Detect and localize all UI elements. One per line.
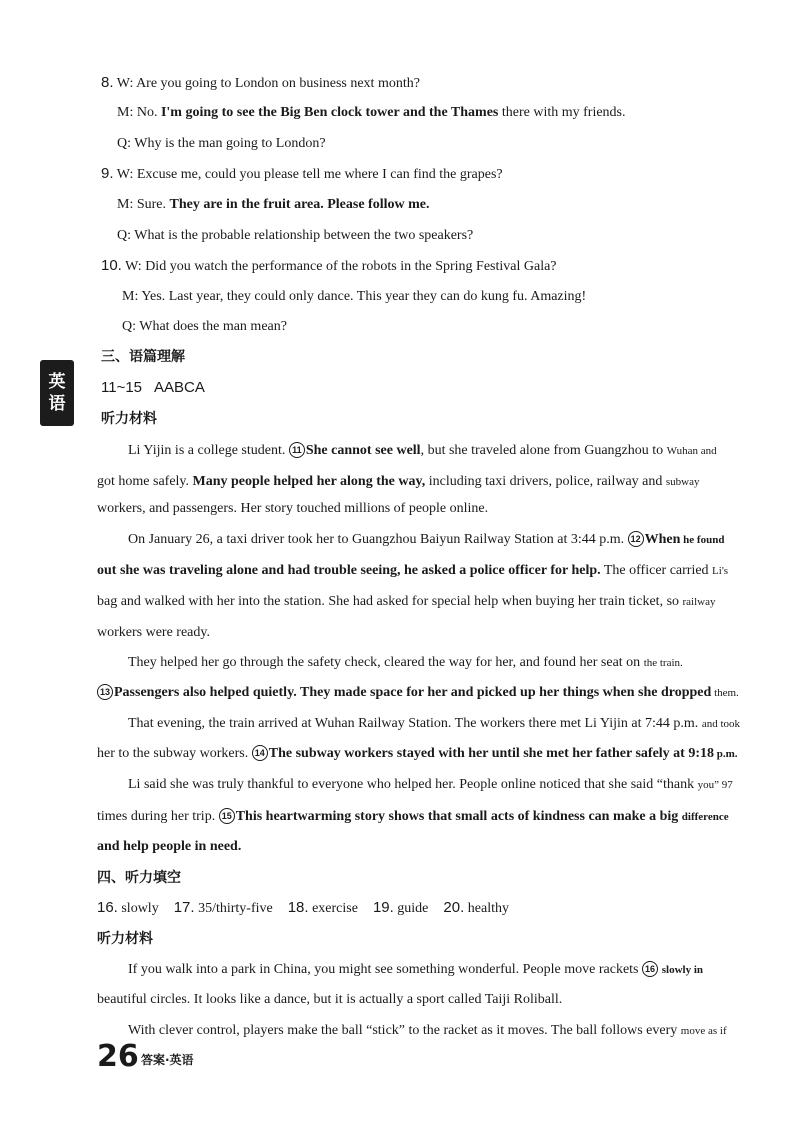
- bold-text: This heartwarming story shows that small acts of kindness can make a big: [235, 809, 682, 824]
- answer-16: slowly: [117, 901, 159, 916]
- s3-p5-line2: [97, 808, 729, 826]
- marker-12: 12: [628, 531, 644, 547]
- answer-16-number: 16.: [97, 899, 118, 916]
- s3-p5-line3: [97, 838, 241, 856]
- cramped-text: you” 97: [697, 779, 733, 791]
- answer-19: guide: [393, 901, 429, 916]
- q8-man-line: [117, 104, 626, 122]
- section3-heading: 三、语篇理解: [101, 349, 185, 365]
- text: got home safely.: [97, 474, 193, 489]
- q8-question: Q: Why is the man going to London?: [117, 136, 326, 151]
- text: On January 26, a taxi driver took her to Guangzhou Baiyun Railway Station at 3:44 p.m.: [128, 532, 628, 547]
- s4-p2-line1: [128, 1022, 727, 1040]
- section4-answers: [97, 899, 509, 918]
- text: Li Yijin is a college student.: [128, 443, 289, 458]
- s3-p1-line1: [128, 442, 717, 460]
- q9-man-line: [117, 196, 429, 214]
- subject-tab-char-2: 语: [48, 394, 66, 414]
- answer-18-number: 18.: [287, 899, 309, 916]
- section3-answers: [101, 379, 205, 397]
- text: , but she traveled alone from Guangzhou to: [420, 443, 667, 458]
- bold-text: The subway workers stayed with her until she met her father safely at 9:18: [268, 746, 715, 761]
- answer-19-number: 19.: [372, 899, 394, 916]
- section4-material-label: 听力材料: [97, 931, 153, 947]
- s3-p2-line1: [128, 531, 724, 549]
- q9-woman-line: [101, 165, 503, 184]
- q9-m-bold: They are in the fruit area. Please follow me.: [169, 197, 430, 212]
- answer-17-number: 17.: [173, 899, 195, 916]
- s4-p1-line1: [128, 961, 703, 979]
- text: times during her trip.: [97, 809, 219, 824]
- text: That evening, the train arrived at Wuhan Railway Station. The workers there met Li Yijin at 7:44 p.m.: [128, 716, 702, 731]
- answers-range: 11~15: [101, 379, 143, 396]
- text: including taxi drivers, police, railway and: [425, 474, 666, 489]
- s3-p2-line3: [97, 593, 716, 611]
- q8-m-suffix: there with my friends.: [498, 105, 626, 120]
- text: her to the subway workers.: [97, 746, 252, 761]
- q9-m-prefix: M: Sure.: [117, 197, 170, 212]
- text: The officer carried: [600, 563, 713, 578]
- s3-p1-line2: [97, 473, 699, 491]
- text: They helped her go through the safety check, cleared the way for her, and found her seat on: [128, 655, 644, 670]
- cramped-text: subway: [665, 476, 700, 488]
- q8-m-bold: I'm going to see the Big Ben clock tower and the Thames: [160, 105, 499, 120]
- cramped-text: difference: [681, 811, 729, 823]
- q8-w-text: W: Are you going to London on business next month?: [113, 76, 420, 91]
- text: If you walk into a park in China, you might see something wonderful. People move rackets: [128, 962, 643, 977]
- cramped-text: railway: [682, 596, 716, 608]
- bold-text: She cannot see well: [305, 443, 421, 458]
- cramped-text: Wuhan and: [666, 445, 717, 457]
- section3-material-label: 听力材料: [101, 411, 157, 427]
- s3-p3-line1: [128, 654, 683, 672]
- cramped-text: p.m.: [714, 748, 738, 760]
- text: With clever control, players make the ball “stick” to the racket as it moves. The ball follows every: [128, 1023, 681, 1038]
- answer-17: 35/thirty-five: [194, 901, 273, 916]
- s3-p5-line1: [128, 776, 733, 794]
- s4-p1-line2: beautiful circles. It looks like a dance, but it is actually a sport called Taiji Roliball.: [97, 992, 563, 1007]
- cramped-text: he found: [680, 534, 725, 546]
- bold-text: When: [644, 532, 681, 547]
- marker-13: 13: [97, 684, 113, 700]
- q10-question: Q: What does the man mean?: [122, 319, 287, 334]
- q8-m-prefix: M: No.: [117, 105, 161, 120]
- subject-tab-english: [40, 360, 74, 426]
- q9-question: Q: What is the probable relationship between the two speakers?: [117, 228, 474, 243]
- answer-20-number: 20.: [443, 899, 465, 916]
- q10-number: 10.: [101, 257, 122, 274]
- answer-20: healthy: [464, 901, 509, 916]
- q9-number: 9.: [101, 165, 114, 182]
- section4-heading: 四、听力填空: [97, 870, 181, 886]
- answer-18: exercise: [308, 901, 358, 916]
- q10-man-line: M: Yes. Last year, they could only dance. This year they can do kung fu. Amazing!: [122, 289, 587, 304]
- marker-14: 14: [252, 745, 268, 761]
- page-number: 26: [97, 1039, 139, 1074]
- s3-p3-line2: [97, 684, 739, 702]
- q8-number: 8.: [101, 74, 114, 91]
- cramped-text: slowly in: [659, 964, 704, 976]
- marker-16: 16: [642, 961, 658, 977]
- q10-w-text: W: Did you watch the performance of the robots in the Spring Festival Gala?: [121, 259, 557, 274]
- s3-p4-line1: [128, 715, 740, 733]
- cramped-text: move as if: [680, 1025, 727, 1037]
- cramped-text: and took: [701, 718, 741, 730]
- answers-letters: AABCA: [154, 379, 205, 396]
- marker-11: 11: [289, 442, 305, 458]
- cramped-text: the train.: [643, 657, 683, 669]
- bold-text: out she was traveling alone and had trouble seeing, he asked a police officer for help.: [97, 563, 601, 578]
- marker-15: 15: [219, 808, 235, 824]
- footer-label: 答案·英语: [141, 1053, 194, 1067]
- subject-tab-char-1: 英: [48, 372, 66, 392]
- s3-p4-line2: [97, 745, 738, 763]
- cramped-text: them.: [711, 687, 739, 699]
- bold-text: Many people helped her along the way,: [192, 474, 426, 489]
- bold-text: Passengers also helped quietly. They made space for her and picked up her things when she dropped: [114, 685, 712, 700]
- bold-text: and help people in need.: [97, 839, 242, 854]
- cramped-text: Li's: [712, 565, 729, 577]
- text: bag and walked with her into the station. She had asked for special help when buying her train ticket, so: [97, 594, 683, 609]
- s3-p1-line3: workers, and passengers. Her story touched millions of people online.: [97, 501, 489, 516]
- q10-woman-line: [101, 257, 557, 276]
- text: Li said she was truly thankful to everyone who helped her. People online noticed that she said “thank: [128, 777, 698, 792]
- q8-woman-line: [101, 74, 420, 93]
- s3-p2-line2: [97, 562, 728, 580]
- q9-w-text: W: Excuse me, could you please tell me where I can find the grapes?: [113, 167, 503, 182]
- s3-p2-line4: workers were ready.: [97, 625, 210, 640]
